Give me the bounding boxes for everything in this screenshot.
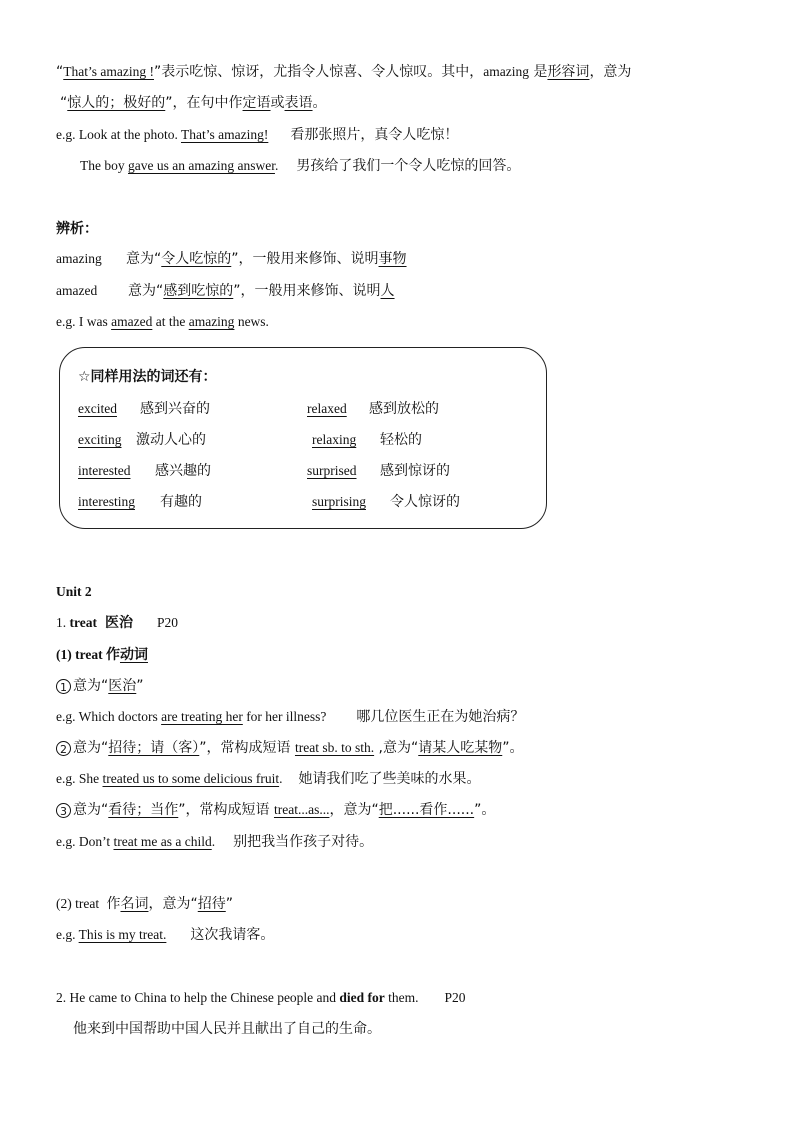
meaning: 把......看作...... (378, 802, 475, 818)
quote-open: “ (56, 64, 64, 80)
example-text: at the (152, 314, 189, 329)
box-item (78, 461, 211, 481)
meaning: 招待；请（客） (108, 740, 200, 756)
box-word-meaning: 感到惊讶的 (380, 463, 450, 479)
box-item (78, 399, 210, 419)
phrase-thats-amazing: That’s amazing ! (63, 64, 154, 79)
example-line (56, 125, 458, 145)
analysis-amazed (56, 281, 395, 301)
circled-number: 1 (56, 679, 71, 694)
example-text: news. (234, 314, 269, 329)
example-text: e.g. (56, 927, 79, 942)
target: 事物 (378, 251, 407, 267)
text: ，意为“ (148, 896, 198, 912)
text: ”。 (502, 740, 524, 756)
text: 意为“ (126, 251, 162, 267)
box-word: interesting (78, 494, 135, 509)
sub-heading-verb (56, 645, 148, 665)
similar-words-box (59, 347, 547, 529)
sub-label: (1) treat (56, 647, 106, 662)
box-word-meaning: 令人惊讶的 (390, 494, 460, 510)
unit-title: Unit 2 (56, 584, 92, 599)
text: 或 (270, 95, 285, 111)
amazing-meaning-line (60, 93, 327, 113)
meaning: 招待 (197, 896, 226, 912)
analysis-heading: 辨析： (56, 221, 98, 237)
example-phrase: treat me as a child (113, 834, 212, 849)
phrase: treat...as... (273, 802, 330, 817)
meaning: 看待；当作 (108, 802, 179, 818)
analysis-example (56, 312, 269, 332)
text: 意为“ (128, 283, 164, 299)
box-word: surprising (312, 494, 366, 509)
example-text: . (279, 771, 283, 786)
example-text: e.g. Don’t (56, 834, 114, 849)
text: ”，在句中作 (165, 95, 243, 111)
circled-number: 3 (56, 803, 71, 818)
page-ref: P20 (444, 990, 466, 1005)
box-item (312, 492, 460, 512)
item-treat (56, 613, 178, 633)
sentence-translation: 他来到中国帮助中国人民并且献出了自己的生命。 (73, 1021, 381, 1037)
text: ，意为 (589, 64, 632, 80)
example-phrase: are treating her (161, 709, 243, 724)
text: 是 (528, 64, 548, 80)
example-text: e.g. She (56, 771, 103, 786)
role-attributive: 定语 (242, 95, 271, 111)
box-word: excited (78, 401, 117, 416)
word-amazing: amazing (483, 64, 529, 79)
box-item (307, 399, 439, 419)
circled-number: 2 (56, 741, 71, 756)
analysis-amazing (56, 249, 407, 269)
text: ,意为“ (374, 740, 419, 756)
page-ref: P20 (156, 615, 178, 630)
text: ”，常构成短语 (199, 740, 295, 756)
box-word: relaxing (312, 432, 357, 447)
item-number: 1. (56, 615, 70, 630)
text: ” (136, 678, 144, 694)
word-amazed: amazed (56, 283, 98, 298)
example-text: e.g. Which doctors (56, 709, 162, 724)
text: ”，一般用来修饰、说明 (233, 283, 381, 299)
box-title: ☆同样用法的词还有： (78, 369, 217, 385)
text: ，意为“ (329, 802, 379, 818)
example-phrase: gave us an amazing answer (128, 158, 275, 173)
phrase: treat sb. to sth. (294, 740, 375, 755)
box-word-meaning: 激动人心的 (136, 432, 206, 448)
target: 人 (380, 283, 395, 299)
sub-label: (2) treat (56, 896, 103, 911)
box-item (312, 430, 422, 450)
example-phrase: That’s amazing! (180, 127, 269, 142)
meaning: 请某人吃某物 (418, 740, 503, 756)
box-word-meaning: 感到兴奋的 (140, 401, 210, 417)
example-translation: 看那张照片，真令人吃惊！ (290, 127, 459, 143)
example-translation: 别把我当作孩子对待。 (233, 834, 374, 850)
example-phrase: This is my treat. (78, 927, 167, 942)
meaning-3 (56, 800, 495, 820)
box-word-meaning: 感到放松的 (369, 401, 439, 417)
box-word-meaning: 有趣的 (160, 494, 202, 510)
text: 作 (105, 647, 120, 663)
amazing-intro-line (56, 62, 631, 82)
box-item (307, 461, 450, 481)
example-text: e.g. I was (56, 314, 112, 329)
quote-close: ” (153, 64, 162, 80)
example-line (80, 156, 520, 176)
text: 表示吃惊、惊讶，尤指令人惊喜、令人惊叹。其中， (161, 64, 484, 80)
example-translation: 这次我请客。 (190, 927, 275, 943)
example-word-amazing: amazing (188, 314, 235, 329)
example-text: The boy (80, 158, 128, 173)
sub-heading-noun (56, 894, 233, 914)
text: ” (225, 896, 234, 912)
example-text: e.g. Look at the photo. (56, 127, 181, 142)
sentence-text: them. (384, 990, 419, 1005)
meaning-2 (56, 738, 524, 758)
text: 意为“ (73, 740, 109, 756)
box-item (78, 492, 202, 512)
example-word-amazed: amazed (111, 314, 153, 329)
text: ”，常构成短语 (178, 802, 274, 818)
meaning: 感到吃惊的 (163, 283, 234, 299)
example-text: . (211, 834, 216, 849)
example-translation: 男孩给了我们一个令人吃惊的回答。 (296, 158, 521, 174)
text: 作 (106, 896, 121, 912)
box-word: relaxed (307, 401, 347, 416)
meaning-1 (56, 676, 144, 696)
example-text: for her illness? (242, 709, 327, 724)
example-line (56, 925, 274, 945)
box-word: surprised (307, 463, 357, 478)
example-translation: 哪几位医生正在为她治病？ (356, 709, 525, 725)
text: ”，一般用来修饰、说明 (231, 251, 379, 267)
box-word-meaning: 感兴趣的 (155, 463, 211, 479)
example-line (56, 707, 524, 727)
text: ”。 (474, 802, 496, 818)
quote-open: “ (60, 95, 68, 111)
meaning: 惊人的；极好的 (67, 95, 166, 111)
role-predicative: 表语 (284, 95, 313, 111)
box-word: interested (78, 463, 131, 478)
example-text: . (274, 158, 279, 173)
item-died-for (56, 988, 466, 1008)
text: 意为“ (73, 802, 109, 818)
pos-verb: 动词 (119, 647, 148, 663)
pos-noun: 名词 (120, 896, 149, 912)
word-treat: treat (69, 615, 97, 630)
example-phrase: treated us to some delicious fruit (102, 771, 280, 786)
box-word: exciting (78, 432, 122, 447)
box-item (78, 430, 206, 450)
sentence-text: 2. He came to China to help the Chinese people and (56, 990, 340, 1005)
phrase-died-for: died for (339, 990, 385, 1005)
box-word-meaning: 轻松的 (380, 432, 422, 448)
text: 意为“ (73, 678, 109, 694)
example-translation: 她请我们吃了些美味的水果。 (298, 771, 481, 787)
example-line (56, 832, 373, 852)
meaning: 令人吃惊的 (161, 251, 232, 267)
pos-adjective: 形容词 (547, 64, 590, 80)
word-meaning: 医治 (104, 615, 133, 631)
meaning: 医治 (108, 678, 137, 694)
example-line (56, 769, 480, 789)
text: 。 (312, 95, 327, 111)
word-amazing: amazing (56, 251, 102, 266)
